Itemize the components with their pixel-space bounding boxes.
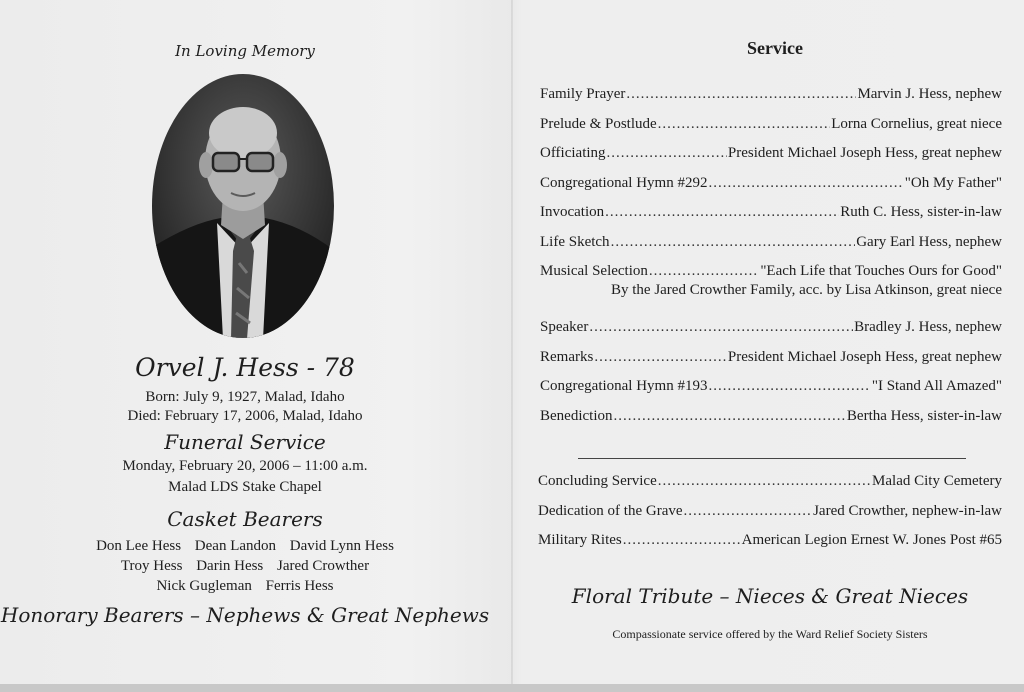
program-item xyxy=(538,532,1002,562)
program-item xyxy=(540,175,1002,205)
honorary-bearers: Honorary Bearers – Nephews & Great Nephews xyxy=(0,603,490,627)
service-datetime: Monday, February 20, 2006 – 11:00 a.m. xyxy=(122,458,368,474)
program-role: Benediction xyxy=(540,407,613,424)
service-venue: Malad LDS Stake Chapel xyxy=(168,479,322,495)
leader-dots xyxy=(607,145,727,162)
bearers-row xyxy=(0,536,490,556)
program-participant: Ruth C. Hess, sister-in-law xyxy=(840,204,1002,220)
leader-dots xyxy=(611,234,856,251)
program-role: Musical Selection xyxy=(540,263,648,279)
bearer-name: Dean Landon xyxy=(194,538,277,554)
floral-tribute: Floral Tribute – Nieces & Great Nieces xyxy=(571,584,969,608)
program-participant: Gary Earl Hess, nephew xyxy=(856,233,1002,250)
program-item xyxy=(540,349,1002,379)
leader-dots xyxy=(708,175,903,192)
program-item xyxy=(540,263,1002,319)
program-role: Military Rites xyxy=(538,532,622,548)
leader-dots xyxy=(658,116,831,133)
program-item xyxy=(540,234,1002,264)
birth-info: Born: July 9, 1927, Malad, Idaho xyxy=(145,389,345,405)
program-role: Prelude & Postlude xyxy=(540,115,657,132)
death-info: Died: February 17, 2006, Malad, Idaho xyxy=(127,408,363,424)
leader-dots xyxy=(684,503,813,520)
leader-dots xyxy=(708,378,870,395)
funeral-service-heading: Funeral Service xyxy=(164,430,326,454)
program-role: Congregational Hymn #292 xyxy=(540,174,708,191)
program-participant: "Oh My Father" xyxy=(904,174,1002,191)
program-participant: Lorna Cornelius, great niece xyxy=(831,115,1002,132)
program-role: Concluding Service xyxy=(538,473,657,489)
program-participant: Bertha Hess, sister-in-law xyxy=(846,407,1002,424)
right-panel xyxy=(530,0,1010,692)
program-role: Congregational Hymn #193 xyxy=(540,378,708,394)
program-item xyxy=(540,319,1002,349)
program-role: Officiating xyxy=(540,145,606,161)
program-participant: President Michael Joseph Hess, great nephew xyxy=(727,145,1002,161)
bearer-name: Don Lee Hess xyxy=(96,538,182,554)
program-item xyxy=(540,116,1002,146)
section-divider xyxy=(578,458,966,459)
program-item xyxy=(540,408,1002,438)
program-participant: "I Stand All Amazed" xyxy=(871,378,1002,394)
concluding-program xyxy=(538,473,1002,562)
service-title: Service xyxy=(747,38,803,58)
program-role: Remarks xyxy=(540,348,594,365)
bearer-name: Jared Crowther xyxy=(277,558,370,574)
program-item xyxy=(538,503,1002,533)
bearer-name: David Lynn Hess xyxy=(289,538,394,554)
leader-dots xyxy=(649,263,759,280)
program-participant-detail: By the Jared Crowther Family, acc. by Lisa Atkinson, great niece xyxy=(610,282,1002,298)
program-item xyxy=(540,145,1002,175)
compassionate-service-note: Compassionate service offered by the Ward Relief Society Sisters xyxy=(612,627,928,641)
leader-dots xyxy=(594,349,727,366)
program-participant: Marvin J. Hess, nephew xyxy=(857,86,1002,102)
program-participant: President Michael Joseph Hess, great nephew xyxy=(727,348,1002,365)
leader-dots xyxy=(589,319,853,336)
casket-bearers-heading: Casket Bearers xyxy=(167,507,323,531)
casket-bearers-list xyxy=(0,536,490,596)
bearer-name: Nick Gugleman xyxy=(156,578,252,594)
in-loving-memory: In Loving Memory xyxy=(175,42,315,60)
bearer-name: Darin Hess xyxy=(196,558,264,574)
program-item xyxy=(540,378,1002,408)
program-item xyxy=(540,204,1002,234)
program-participant: "Each Life that Touches Ours for Good" xyxy=(760,263,1002,279)
program-participant: Bradley J. Hess, nephew xyxy=(854,319,1002,335)
bearer-name: Ferris Hess xyxy=(265,578,334,594)
bearers-row xyxy=(0,556,490,576)
bearer-name: Troy Hess xyxy=(120,558,183,574)
program-participant: American Legion Ernest W. Jones Post #65 xyxy=(741,532,1002,548)
leader-dots xyxy=(626,86,856,103)
deceased-name: Orvel J. Hess - 78 xyxy=(135,353,355,382)
fold-crease xyxy=(511,0,513,692)
program-participant: Jared Crowther, nephew-in-law xyxy=(813,502,1002,519)
program-role: Invocation xyxy=(540,204,605,220)
leader-dots xyxy=(658,473,871,490)
program-role: Life Sketch xyxy=(540,233,610,250)
leader-dots xyxy=(605,204,839,221)
left-panel xyxy=(0,0,490,692)
bearers-row xyxy=(0,576,490,596)
service-program xyxy=(540,86,1002,437)
portrait-photo xyxy=(151,73,335,339)
program-participant: Malad City Cemetery xyxy=(872,473,1002,489)
program-role: Speaker xyxy=(540,319,589,335)
program-role: Family Prayer xyxy=(540,86,626,102)
leader-dots xyxy=(613,408,845,425)
program-role: Dedication of the Grave xyxy=(538,502,683,519)
program-item xyxy=(540,86,1002,116)
program-item xyxy=(538,473,1002,503)
leader-dots xyxy=(623,532,741,549)
